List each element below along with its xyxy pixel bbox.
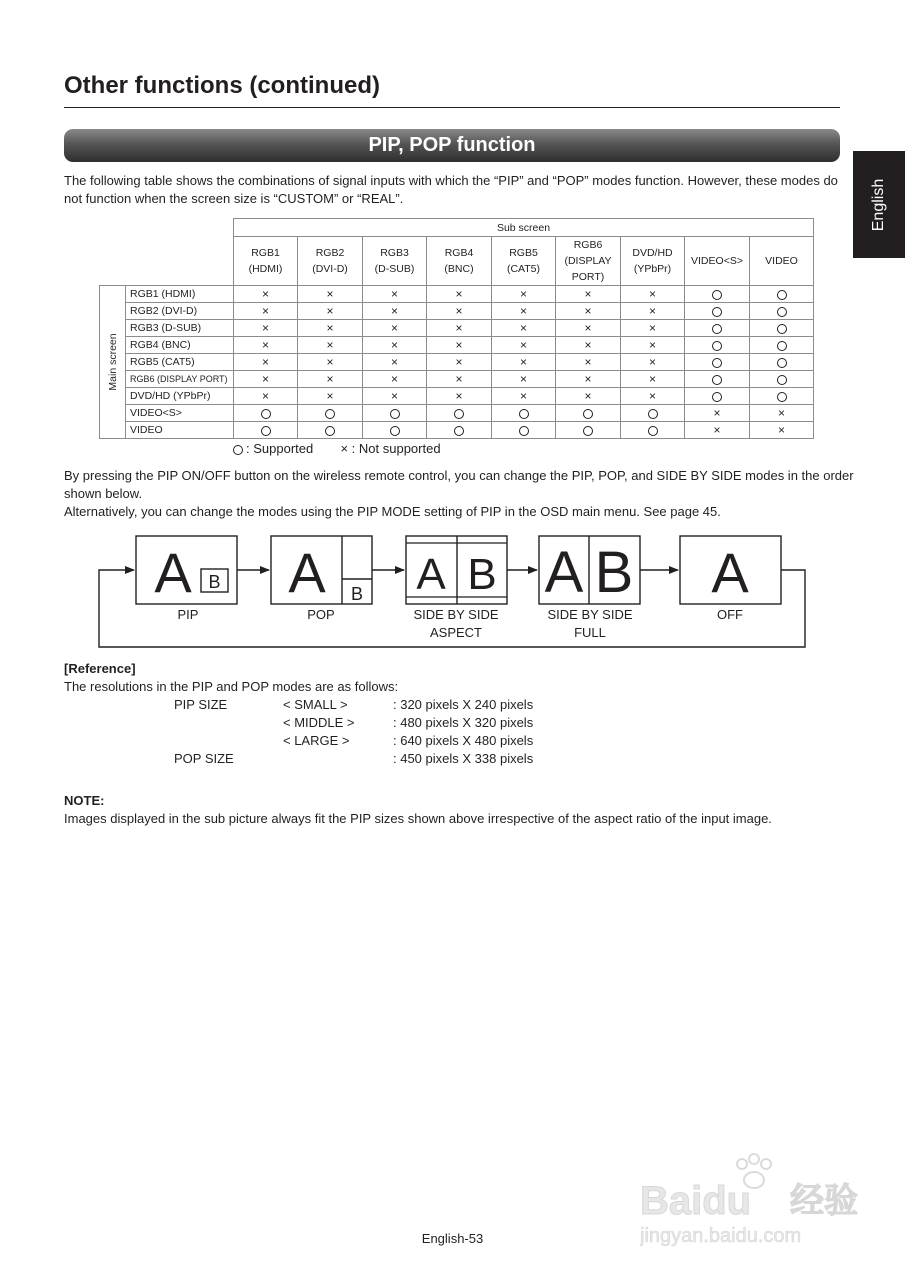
sub-screen-column-header <box>492 237 556 286</box>
supported-circle-icon <box>777 358 787 368</box>
not-supported-cross-icon: × <box>261 338 269 352</box>
supported-circle-icon <box>777 307 787 317</box>
not-supported-cell <box>298 337 363 354</box>
not-supported-cell <box>427 371 492 388</box>
supported-circle-icon <box>712 341 722 351</box>
sub-screen-column-header <box>363 237 427 286</box>
supported-cell <box>750 303 814 320</box>
not-supported-cell <box>556 303 621 320</box>
legend-not-supported: × : Not supported <box>340 441 441 456</box>
column-header-line: RGB6 <box>573 239 603 251</box>
off-label: OFF <box>717 607 743 622</box>
not-supported-cross-icon: × <box>326 304 334 318</box>
pop-letter-a: A <box>288 541 326 604</box>
not-supported-cross-icon: × <box>584 321 592 335</box>
supported-circle-icon <box>712 358 722 368</box>
column-header-line: VIDEO<S> <box>691 255 743 267</box>
main-screen-row-label: RGB3 (D-SUB) <box>126 320 234 337</box>
sub-screen-column-header <box>234 237 298 286</box>
not-supported-cell <box>427 354 492 371</box>
column-header-line: RGB4 <box>444 247 474 259</box>
supported-circle-icon <box>648 426 658 436</box>
not-supported-cell <box>234 320 298 337</box>
not-supported-cell <box>363 388 427 405</box>
not-supported-cell <box>750 422 814 439</box>
not-supported-cross-icon: × <box>584 389 592 403</box>
not-supported-cross-icon: × <box>584 287 592 301</box>
supported-cell <box>298 405 363 422</box>
sub-screen-column-header <box>556 237 621 286</box>
supported-cell <box>427 405 492 422</box>
section-banner: PIP, POP function <box>64 129 840 162</box>
supported-cell <box>298 422 363 439</box>
not-supported-cross-icon: × <box>648 355 656 369</box>
not-supported-cell <box>427 320 492 337</box>
supported-cell <box>621 422 685 439</box>
not-supported-cross-icon: × <box>648 372 656 386</box>
main-screen-row-label: RGB5 (CAT5) <box>126 354 234 371</box>
not-supported-cell <box>363 303 427 320</box>
sbs-full-label-line2: FULL <box>574 625 606 640</box>
not-supported-cell <box>556 354 621 371</box>
supported-circle-icon <box>390 426 400 436</box>
supported-cell <box>234 405 298 422</box>
not-supported-cross-icon: × <box>390 355 398 369</box>
not-supported-cross-icon: × <box>648 304 656 318</box>
not-supported-cross-icon: × <box>519 372 527 386</box>
supported-cell <box>750 320 814 337</box>
not-supported-cross-icon: × <box>326 287 334 301</box>
column-header-line: DVD/HD <box>632 247 673 259</box>
sbs-aspect-label-line2: ASPECT <box>429 625 483 640</box>
not-supported-cross-icon: × <box>326 372 334 386</box>
main-screen-header <box>100 286 126 439</box>
supported-cell <box>685 303 750 320</box>
not-supported-cell <box>427 337 492 354</box>
not-supported-cell <box>492 388 556 405</box>
not-supported-cell <box>492 320 556 337</box>
mode-side-by-side-aspect <box>406 536 507 640</box>
resolution-value: : 450 pixels X 338 pixels <box>393 751 534 766</box>
not-supported-cross-icon: × <box>261 321 269 335</box>
not-supported-cell <box>363 337 427 354</box>
watermark-url: jingyan.baidu.com <box>640 1225 802 1247</box>
sbs-full-label-line1: SIDE BY SIDE <box>547 607 633 622</box>
not-supported-cell <box>298 354 363 371</box>
not-supported-cell <box>621 388 685 405</box>
supported-circle-icon <box>712 307 722 317</box>
table-legend <box>233 441 441 456</box>
not-supported-cross-icon: × <box>261 287 269 301</box>
supported-cell <box>750 388 814 405</box>
not-supported-cross-icon: × <box>455 321 463 335</box>
not-supported-cell <box>234 337 298 354</box>
pip-mode-cycle-diagram <box>0 530 905 655</box>
not-supported-cross-icon: × <box>326 355 334 369</box>
resolution-option: < SMALL > <box>283 697 348 712</box>
pip-osd-paragraph: Alternatively, you can change the modes using the PIP MODE setting of PIP in the OSD main menu. See page 45. <box>64 504 721 519</box>
page-number: English-53 <box>421 1231 484 1246</box>
supported-circle-icon <box>233 445 243 455</box>
table-row <box>100 303 814 320</box>
supported-circle-icon <box>777 290 787 300</box>
resolution-option: < MIDDLE > <box>283 715 355 730</box>
supported-circle-icon <box>519 409 529 419</box>
supported-cell <box>685 320 750 337</box>
sub-screen-header: Sub screen <box>234 219 814 237</box>
supported-cell <box>427 422 492 439</box>
not-supported-cell <box>556 371 621 388</box>
supported-cell <box>685 286 750 303</box>
watermark-cn: 经验 <box>790 1181 858 1221</box>
not-supported-cell <box>621 371 685 388</box>
not-supported-cross-icon: × <box>519 389 527 403</box>
not-supported-cell <box>556 388 621 405</box>
supported-cell <box>685 337 750 354</box>
supported-cell <box>750 371 814 388</box>
not-supported-cell <box>427 303 492 320</box>
pop-label: POP <box>307 607 335 622</box>
not-supported-cell <box>621 354 685 371</box>
table-row <box>100 286 814 303</box>
supported-circle-icon <box>325 409 335 419</box>
not-supported-cross-icon: × <box>390 372 398 386</box>
column-header-line: (YPbPr) <box>633 263 672 275</box>
supported-circle-icon <box>777 324 787 334</box>
supported-circle-icon <box>454 409 464 419</box>
not-supported-cell <box>363 320 427 337</box>
column-header-line: PORT) <box>571 271 605 283</box>
table-row <box>100 422 814 439</box>
not-supported-cell <box>556 286 621 303</box>
mode-pip <box>136 536 237 622</box>
not-supported-cross-icon: × <box>777 423 785 437</box>
not-supported-cell <box>621 320 685 337</box>
supported-cell <box>750 286 814 303</box>
not-supported-cell <box>234 303 298 320</box>
signal-combination-table <box>99 218 814 439</box>
sub-screen-column-header <box>298 237 363 286</box>
not-supported-cross-icon: × <box>519 321 527 335</box>
not-supported-cell <box>685 405 750 422</box>
table-row <box>100 405 814 422</box>
table-corner <box>100 219 234 286</box>
main-screen-row-label: VIDEO <box>126 422 234 439</box>
supported-circle-icon <box>648 409 658 419</box>
column-header-line: (DVI-D) <box>312 263 348 275</box>
not-supported-cross-icon: × <box>713 406 721 420</box>
column-header-line: (BNC) <box>444 263 474 275</box>
not-supported-cell <box>298 388 363 405</box>
resolution-value: : 640 pixels X 480 pixels <box>393 733 534 748</box>
supported-circle-icon <box>261 409 271 419</box>
not-supported-cross-icon: × <box>584 355 592 369</box>
column-header-line: RGB1 <box>251 247 280 259</box>
resolution-name: POP SIZE <box>174 751 234 766</box>
supported-circle-icon <box>712 375 722 385</box>
not-supported-cross-icon: × <box>390 321 398 335</box>
sbs-aspect-letter-b: B <box>467 550 497 599</box>
not-supported-cell <box>556 337 621 354</box>
not-supported-cell <box>234 354 298 371</box>
side-tab-label: English <box>870 178 887 231</box>
supported-cell <box>492 405 556 422</box>
supported-circle-icon <box>712 392 722 402</box>
supported-circle-icon <box>777 375 787 385</box>
supported-cell <box>621 405 685 422</box>
language-side-tab <box>853 151 905 258</box>
column-header-line: VIDEO <box>765 255 798 267</box>
table-row <box>100 354 814 371</box>
supported-cell <box>685 354 750 371</box>
pip-label: PIP <box>177 607 199 622</box>
not-supported-cell <box>298 286 363 303</box>
not-supported-cross-icon: × <box>455 304 463 318</box>
not-supported-cross-icon: × <box>584 304 592 318</box>
pip-button-paragraph: By pressing the PIP ON/OFF button on the wireless remote control, you can change the PIP, POP, and SIDE BY SIDE modes in the order shown below. <box>64 468 854 501</box>
not-supported-cell <box>363 286 427 303</box>
not-supported-cross-icon: × <box>455 355 463 369</box>
sub-screen-column-header <box>427 237 492 286</box>
not-supported-cross-icon: × <box>261 304 269 318</box>
not-supported-cell <box>363 371 427 388</box>
sub-screen-column-header <box>750 237 814 286</box>
column-header-line: RGB3 <box>380 247 409 259</box>
not-supported-cell <box>492 286 556 303</box>
not-supported-cell <box>556 320 621 337</box>
main-screen-row-label: RGB6 (DISPLAY PORT) <box>126 371 234 388</box>
column-header-line: (CAT5) <box>506 263 541 275</box>
not-supported-cross-icon: × <box>455 338 463 352</box>
supported-circle-icon <box>777 341 787 351</box>
not-supported-cell <box>492 303 556 320</box>
supported-cell <box>685 371 750 388</box>
not-supported-cell <box>492 371 556 388</box>
sub-screen-column-header <box>621 237 685 286</box>
not-supported-cell <box>298 371 363 388</box>
sbs-aspect-letter-a: A <box>416 550 446 599</box>
supported-circle-icon <box>325 426 335 436</box>
not-supported-cross-icon: × <box>390 338 398 352</box>
mode-pop <box>271 536 372 622</box>
not-supported-cross-icon: × <box>519 355 527 369</box>
table-row <box>100 337 814 354</box>
not-supported-cell <box>363 354 427 371</box>
supported-cell <box>234 422 298 439</box>
not-supported-cross-icon: × <box>648 338 656 352</box>
resolution-option: < LARGE > <box>283 733 350 748</box>
mode-off <box>680 536 781 622</box>
not-supported-cell <box>492 337 556 354</box>
resolution-name: PIP SIZE <box>174 697 228 712</box>
not-supported-cell <box>234 388 298 405</box>
supported-circle-icon <box>583 426 593 436</box>
supported-cell <box>750 337 814 354</box>
not-supported-cell <box>621 286 685 303</box>
column-header-line: (HDMI) <box>248 263 283 275</box>
not-supported-cross-icon: × <box>777 406 785 420</box>
table-row <box>100 320 814 337</box>
not-supported-cell <box>427 286 492 303</box>
not-supported-cell <box>298 303 363 320</box>
resolution-value: : 320 pixels X 240 pixels <box>393 697 534 712</box>
not-supported-cell <box>621 303 685 320</box>
not-supported-cross-icon: × <box>390 389 398 403</box>
not-supported-cross-icon: × <box>261 355 269 369</box>
column-header-line: RGB2 <box>315 247 345 259</box>
supported-cell <box>556 405 621 422</box>
not-supported-cell <box>234 371 298 388</box>
not-supported-cross-icon: × <box>584 372 592 386</box>
supported-cell <box>492 422 556 439</box>
reference-title: [Reference] <box>64 661 136 676</box>
not-supported-cross-icon: × <box>326 338 334 352</box>
page-title: Other functions (continued) <box>64 72 380 99</box>
main-screen-row-label: VIDEO<S> <box>126 405 234 422</box>
main-screen-row-label: RGB1 (HDMI) <box>126 286 234 303</box>
supported-circle-icon <box>712 290 722 300</box>
table-row <box>100 388 814 405</box>
not-supported-cross-icon: × <box>390 304 398 318</box>
supported-cell <box>363 405 427 422</box>
legend-supported: : Supported <box>246 441 314 456</box>
not-supported-cross-icon: × <box>455 389 463 403</box>
supported-circle-icon <box>454 426 464 436</box>
column-header-line: (D-SUB) <box>374 263 415 275</box>
not-supported-cell <box>750 405 814 422</box>
not-supported-cross-icon: × <box>261 372 269 386</box>
title-divider <box>64 107 840 108</box>
table-row <box>100 371 814 388</box>
supported-circle-icon <box>583 409 593 419</box>
pip-letter-a: A <box>154 541 192 604</box>
not-supported-cross-icon: × <box>648 287 656 301</box>
supported-circle-icon <box>519 426 529 436</box>
supported-cell <box>363 422 427 439</box>
not-supported-cross-icon: × <box>713 423 721 437</box>
not-supported-cross-icon: × <box>519 287 527 301</box>
intro-paragraph: The following table shows the combinations of signal inputs with which the “PIP” and “POP” modes function. However, these modes do not function when the screen size is “CUSTOM” or “REAL”. <box>64 173 838 206</box>
not-supported-cross-icon: × <box>455 287 463 301</box>
supported-cell <box>685 388 750 405</box>
not-supported-cross-icon: × <box>326 321 334 335</box>
supported-cell <box>750 354 814 371</box>
sub-screen-column-header <box>685 237 750 286</box>
sbs-full-letter-a: A <box>544 540 584 605</box>
supported-cell <box>556 422 621 439</box>
not-supported-cross-icon: × <box>326 389 334 403</box>
supported-circle-icon <box>712 324 722 334</box>
not-supported-cross-icon: × <box>648 321 656 335</box>
not-supported-cell <box>685 422 750 439</box>
not-supported-cross-icon: × <box>519 304 527 318</box>
supported-circle-icon <box>390 409 400 419</box>
reference-description: The resolutions in the PIP and POP modes are as follows: <box>64 679 399 694</box>
not-supported-cross-icon: × <box>584 338 592 352</box>
paw-toe-icon <box>737 1159 747 1169</box>
not-supported-cross-icon: × <box>648 389 656 403</box>
main-screen-row-label: RGB4 (BNC) <box>126 337 234 354</box>
not-supported-cell <box>234 286 298 303</box>
sbs-aspect-label-line1: SIDE BY SIDE <box>413 607 499 622</box>
main-screen-row-label: DVD/HD (YPbPr) <box>126 388 234 405</box>
baidu-jingyan-watermark <box>640 1150 880 1250</box>
supported-circle-icon <box>777 392 787 402</box>
note-text: Images displayed in the sub picture always ﬁt the PIP sizes shown above irrespective of the aspect ratio of the input image. <box>64 811 772 826</box>
main-screen-label: Main screen <box>106 333 119 391</box>
not-supported-cell <box>427 388 492 405</box>
not-supported-cross-icon: × <box>390 287 398 301</box>
column-header-line: RGB5 <box>509 247 538 259</box>
resolution-value: : 480 pixels X 320 pixels <box>393 715 534 730</box>
mode-side-by-side-full <box>539 536 640 640</box>
note-title: NOTE: <box>64 793 105 808</box>
not-supported-cross-icon: × <box>261 389 269 403</box>
supported-circle-icon <box>261 426 271 436</box>
not-supported-cell <box>621 337 685 354</box>
watermark-brand: Baidu <box>640 1179 752 1223</box>
pop-letter-b: B <box>350 584 364 604</box>
not-supported-cross-icon: × <box>455 372 463 386</box>
main-screen-row-label: RGB2 (DVI-D) <box>126 303 234 320</box>
sbs-full-letter-b: B <box>594 540 634 605</box>
not-supported-cell <box>492 354 556 371</box>
not-supported-cross-icon: × <box>519 338 527 352</box>
column-header-line: (DISPLAY <box>564 255 612 267</box>
off-letter-a: A <box>711 541 749 604</box>
pip-letter-b: B <box>208 572 221 592</box>
not-supported-cell <box>298 320 363 337</box>
